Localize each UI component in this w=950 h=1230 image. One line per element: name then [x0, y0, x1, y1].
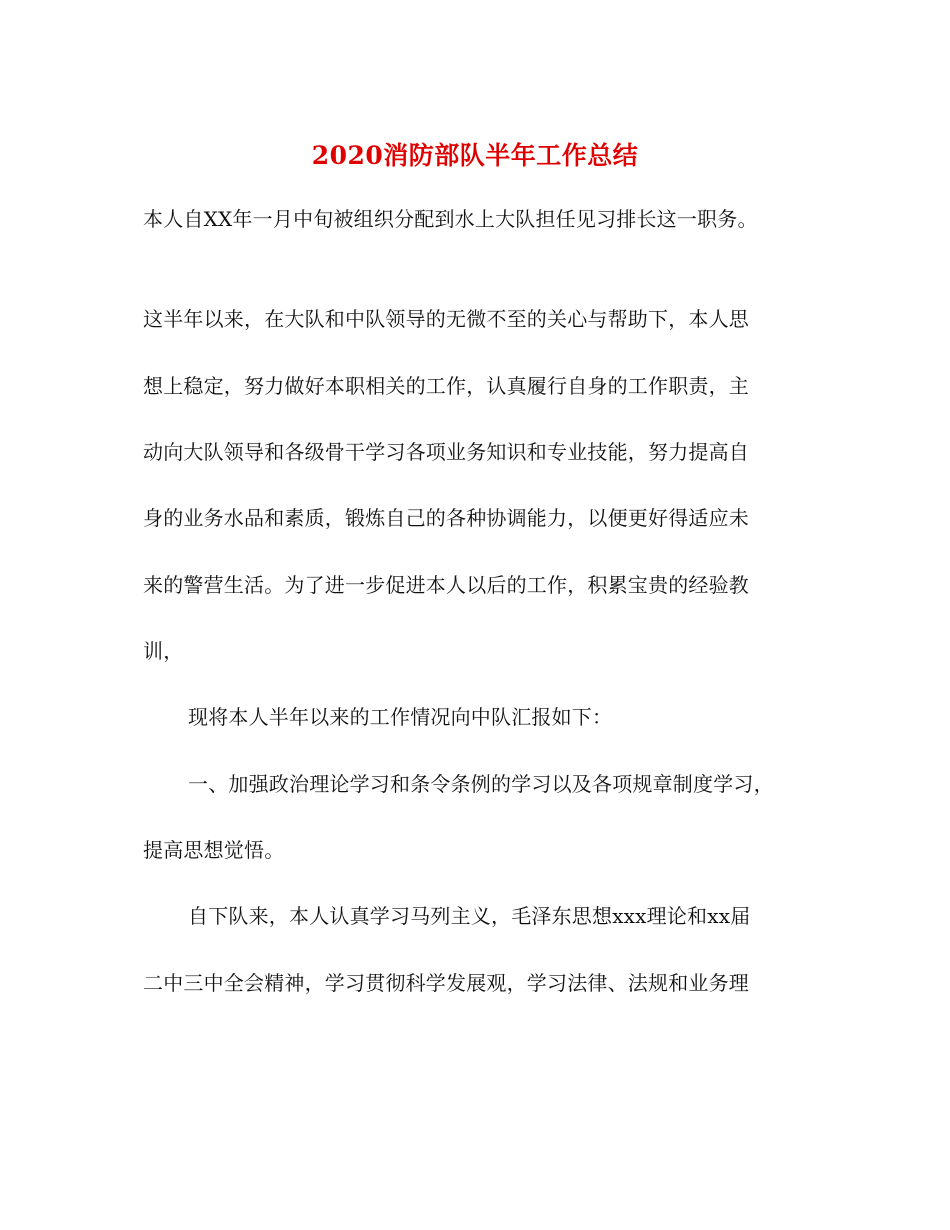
text-line-12: 二中三中全会精神，学习贯彻科学发展观，学习法律、法规和业务理	[143, 971, 749, 995]
text-line-9: 一、加强政治理论学习和条令条例的学习以及各项规章制度学习，	[188, 772, 774, 796]
text-line-8: 现将本人半年以来的工作情况向中队汇报如下：	[188, 705, 613, 729]
text-line-5: 身的业务水品和素质，锻炼自己的各种协调能力，以便更好得适应未	[143, 506, 749, 530]
text-line-11: 自下队来，本人认真学习马列主义，毛泽东思想xxx理论和xx届	[188, 904, 751, 928]
text-line-4: 动向大队领导和各级骨干学习各项业务知识和专业技能，努力提高自	[143, 440, 749, 464]
document-title: 2020消防部队半年工作总结	[311, 141, 639, 170]
text-line-6: 来的警营生活。为了进一步促进本人以后的工作，积累宝贵的经验教	[143, 573, 749, 597]
text-line-2: 这半年以来，在大队和中队领导的无微不至的关心与帮助下，本人思	[143, 307, 749, 331]
text-line-1: 本人自XX年一月中旬被组织分配到水上大队担任见习排长这一职务。	[143, 207, 758, 231]
text-line-10: 提高思想觉悟。	[143, 838, 285, 862]
text-line-3: 想上稳定，努力做好本职相关的工作，认真履行自身的工作职责，主	[143, 374, 749, 398]
text-line-7: 训，	[143, 639, 184, 663]
